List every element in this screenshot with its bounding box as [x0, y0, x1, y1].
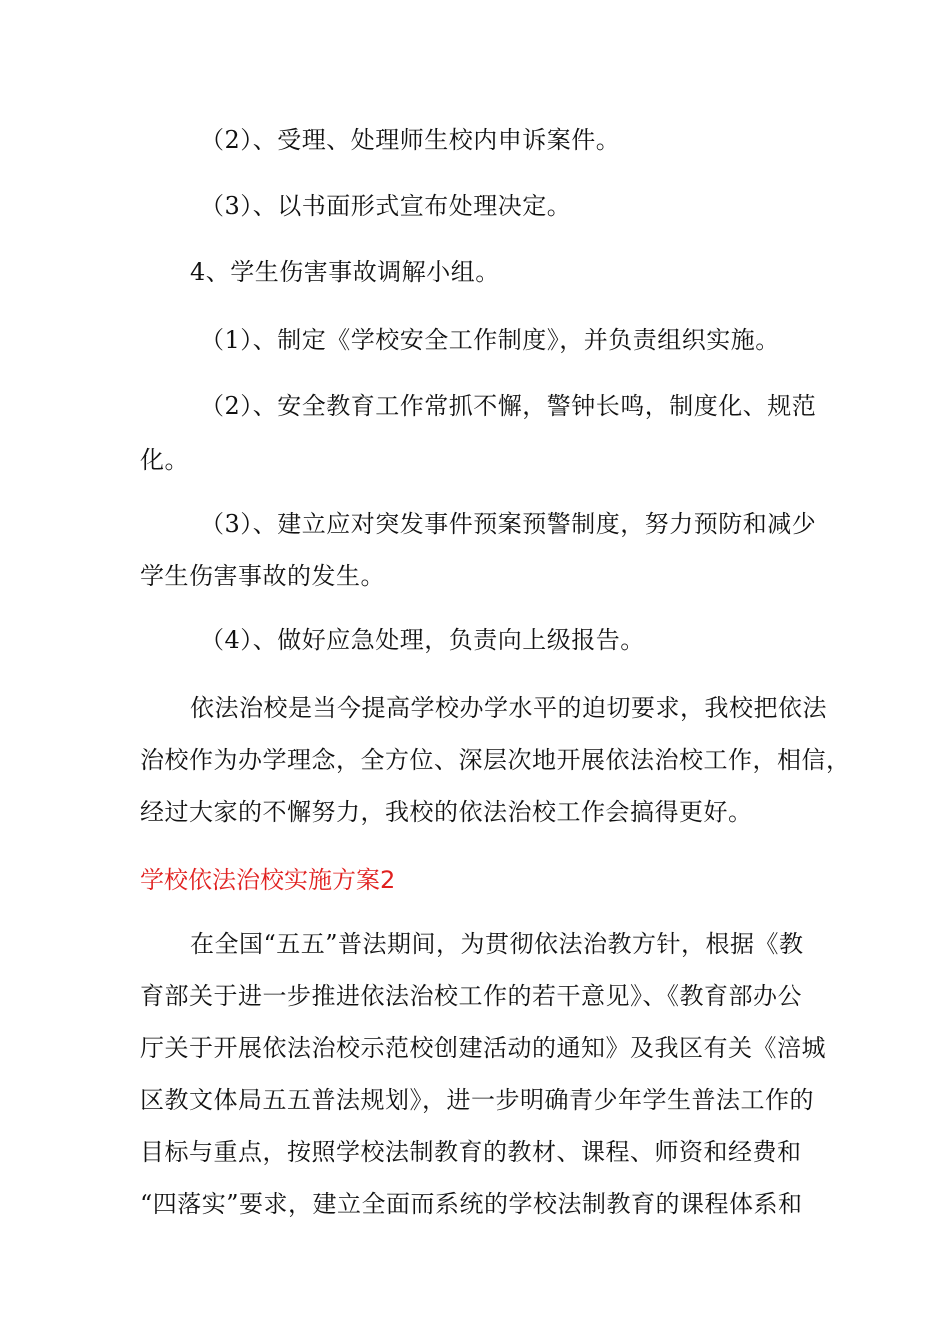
- paragraph-line: 厅关于开展依法治校示范校创建活动的通知》及我区有关《涪城: [140, 1034, 826, 1062]
- paragraph-line: 治校作为办学理念，全方位、深层次地开展依法治校工作，相信，: [140, 746, 851, 774]
- list-item: （4）、做好应急处理，负责向上级报告。: [200, 626, 645, 654]
- paragraph-line: 依法治校是当今提高学校办学水平的迫切要求，我校把依法: [190, 694, 827, 722]
- paragraph-line: “四落实”要求，建立全面而系统的学校法制教育的课程体系和: [140, 1190, 803, 1218]
- paragraph-line: 目标与重点，按照学校法制教育的教材、课程、师资和经费和: [140, 1138, 802, 1166]
- list-item: （3）、建立应对突发事件预案预警制度，努力预防和减少: [200, 510, 817, 538]
- list-item: （3）、以书面形式宣布处理决定。: [200, 192, 572, 220]
- list-item: （2）、安全教育工作常抓不懈，警钟长鸣，制度化、规范: [200, 392, 817, 420]
- paragraph-line: 在全国“五五”普法期间，为贯彻依法治教方针，根据《教: [190, 930, 804, 958]
- section-heading: 学校依法治校实施方案2: [140, 866, 396, 894]
- list-item: （2）、受理、处理师生校内申诉案件。: [200, 126, 621, 154]
- paragraph-line: 育部关于进一步推进依法治校工作的若干意见》、《教育部办公: [140, 982, 802, 1010]
- section-item: 4、学生伤害事故调解小组。: [190, 258, 500, 286]
- paragraph-line: 经过大家的不懈努力，我校的依法治校工作会搞得更好。: [140, 798, 753, 826]
- list-item: （1）、制定《学校安全工作制度》，并负责组织实施。: [200, 326, 780, 354]
- paragraph-line: 区教文体局五五普法规划》，进一步明确青少年学生普法工作的: [140, 1086, 814, 1114]
- list-item-continuation: 化。: [140, 446, 189, 474]
- list-item-continuation: 学生伤害事故的发生。: [140, 562, 385, 590]
